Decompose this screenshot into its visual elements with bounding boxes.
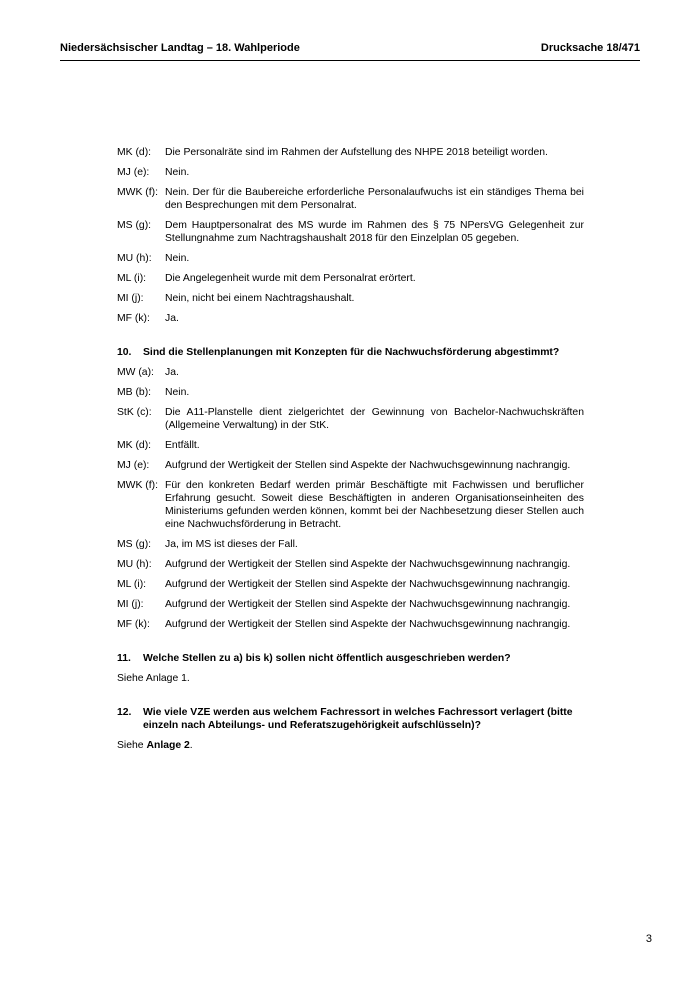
answer-suffix: . xyxy=(189,740,193,751)
ministry-label: MWK (f): xyxy=(117,480,158,491)
answer-text: Aufgrund der Wertigkeit der Stellen sind Aspekte der Nachwuchsgewinnung nachrangig. xyxy=(165,559,571,570)
question-11 xyxy=(117,652,584,665)
ministry-label: MF (k): xyxy=(117,313,150,324)
answer-text: Die Personalräte sind im Rahmen der Aufstellung des NHPE 2018 beteiligt worden. xyxy=(165,147,548,158)
answer-text: Nein, nicht bei einem Nachtragshaushalt. xyxy=(165,293,355,304)
answer-prefix: Siehe xyxy=(117,740,147,751)
answer-entry xyxy=(117,219,584,245)
answer-text: Aufgrund der Wertigkeit der Stellen sind Aspekte der Nachwuchsgewinnung nachrangig. xyxy=(165,579,571,590)
ministry-label: MI (j): xyxy=(117,293,144,304)
answer-entry xyxy=(117,538,584,551)
answer-text: Ja. xyxy=(165,367,179,378)
answer-entry xyxy=(117,272,584,285)
header-title: Niedersächsischer Landtag – 18. Wahlperiode xyxy=(60,42,300,54)
answer-text: Nein. xyxy=(165,253,190,264)
ministry-label: MK (d): xyxy=(117,440,152,451)
answer-text: Entfällt. xyxy=(165,440,200,451)
answer-text: Dem Hauptpersonalrat des MS wurde im Rahmen des § 75 NPersVG Gelegenheit zur Stellungnahme zum Nachtragshaushalt 2018 für den Einzelplan 05 gegeben. xyxy=(165,220,584,244)
ministry-label: MI (j): xyxy=(117,599,144,610)
annex-reference: Anlage 2 xyxy=(146,740,190,751)
answers-block-9 xyxy=(117,146,584,325)
answer-entry xyxy=(117,366,584,379)
answer-entry xyxy=(117,166,584,179)
answer-entry xyxy=(117,312,584,325)
answer-entry xyxy=(117,578,584,591)
answer-entry xyxy=(117,186,584,212)
question-number: 12. xyxy=(117,707,132,718)
ministry-label: MB (b): xyxy=(117,387,152,398)
answer-text: Ja, im MS ist dieses der Fall. xyxy=(165,539,298,550)
answer-entry xyxy=(117,252,584,265)
answer-text: Nein. Der für die Baubereiche erforderliche Personalaufwuchs ist ein ständiges Thema bei den Besprechungen mit dem Personalrat. xyxy=(165,187,584,211)
answer-entry xyxy=(117,618,584,631)
answer-text: Ja. xyxy=(165,313,179,324)
question-text: Wie viele VZE werden aus welchem Fachressort in welches Fachressort verlagert (bitte einzeln nach Abteilungs- und Referatszugehörigkeit aufschlüsseln)? xyxy=(143,707,573,731)
answer-entry xyxy=(117,558,584,571)
ministry-label: ML (i): xyxy=(117,579,147,590)
question-12 xyxy=(117,706,584,732)
answer-entry xyxy=(117,386,584,399)
answer-text: Nein. xyxy=(165,387,190,398)
answer-entry xyxy=(117,459,584,472)
ministry-label: ML (i): xyxy=(117,273,147,284)
answer-12 xyxy=(117,739,584,752)
document-body xyxy=(117,146,584,759)
answer-text: Die A11-Planstelle dient zielgerichtet der Gewinnung von Bachelor-Nachwuchskräften (Allgemeine Verwaltung) in der StK. xyxy=(165,407,584,431)
ministry-label: MS (g): xyxy=(117,539,152,550)
answer-text: Die Angelegenheit wurde mit dem Personalrat erörtert. xyxy=(165,273,416,284)
ministry-label: MW (a): xyxy=(117,367,154,378)
answer-text: Nein. xyxy=(165,167,190,178)
ministry-label: MJ (e): xyxy=(117,167,150,178)
question-number: 10. xyxy=(117,347,132,358)
answer-11: Siehe Anlage 1. xyxy=(117,673,190,684)
ministry-label: MS (g): xyxy=(117,220,152,231)
answer-entry xyxy=(117,292,584,305)
answer-entry xyxy=(117,439,584,452)
question-number: 11. xyxy=(117,653,131,664)
page-number: 3 xyxy=(645,933,652,945)
answer-entry xyxy=(117,598,584,611)
answers-block-10 xyxy=(117,366,584,631)
ministry-label: MWK (f): xyxy=(117,187,158,198)
answer-text: Für den konkreten Bedarf werden primär Beschäftigte mit Fachwissen und beruflicher Erfahrung gesucht. Soweit diese Beschäftigten in anderen Organisationseinheiten des Ministeriums gefunden werden können, kommt bei der Nachbesetzung dieser Stellen auch eine Nachwuchsförderung in Betracht. xyxy=(165,480,584,530)
answer-entry xyxy=(117,479,584,531)
ministry-label: MU (h): xyxy=(117,559,152,570)
answer-text: Aufgrund der Wertigkeit der Stellen sind Aspekte der Nachwuchsgewinnung nachrangig. xyxy=(165,619,571,630)
question-text: Welche Stellen zu a) bis k) sollen nicht öffentlich ausgeschrieben werden? xyxy=(143,653,511,664)
ministry-label: MU (h): xyxy=(117,253,152,264)
ministry-label: StK (c): xyxy=(117,407,152,418)
ministry-label: MJ (e): xyxy=(117,460,150,471)
page-header xyxy=(60,40,640,61)
document-number: Drucksache 18/471 xyxy=(540,42,640,54)
answer-text: Aufgrund der Wertigkeit der Stellen sind Aspekte der Nachwuchsgewinnung nachrangig. xyxy=(165,460,571,471)
ministry-label: MK (d): xyxy=(117,147,152,158)
question-10 xyxy=(117,346,584,359)
answer-entry xyxy=(117,406,584,432)
question-text: Sind die Stellenplanungen mit Konzepten für die Nachwuchsförderung abgestimmt? xyxy=(143,347,560,358)
ministry-label: MF (k): xyxy=(117,619,150,630)
answer-entry xyxy=(117,146,584,159)
answer-text: Aufgrund der Wertigkeit der Stellen sind Aspekte der Nachwuchsgewinnung nachrangig. xyxy=(165,599,571,610)
